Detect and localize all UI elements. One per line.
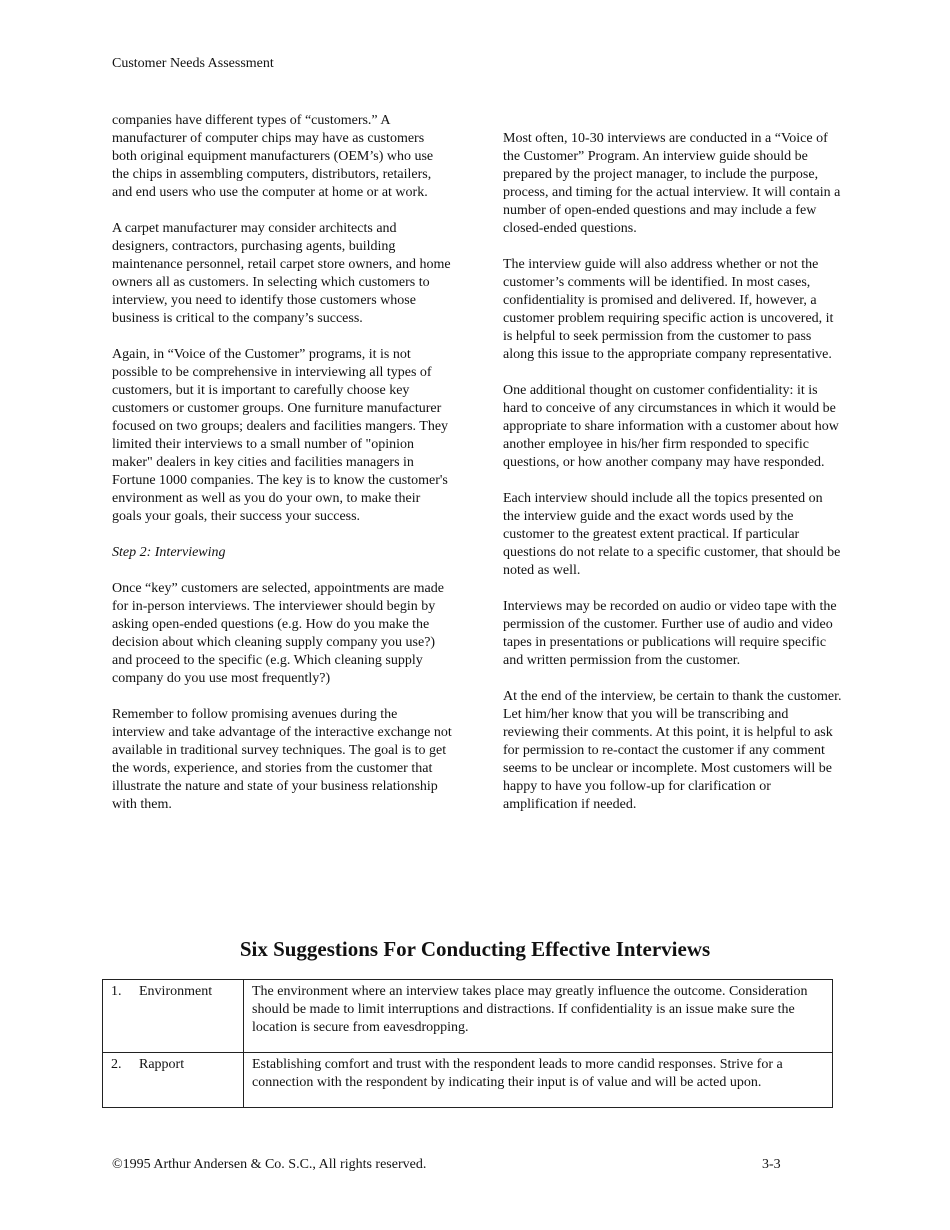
table-row	[103, 1053, 833, 1108]
row-label: Rapport	[139, 1057, 185, 1072]
running-header: Customer Needs Assessment	[112, 56, 274, 71]
paragraph: Again, in “Voice of the Customer” programs, it is not possible to be comprehensive in interviewing all types of customers, but it is important to carefully choose key customers or customer groups. One furniture manufacturer focused on two groups; dealers and facilities mangers. They limited their interviews to a small number of "opinion maker" dealers in key cities and facilities managers in Fortune 1000 companies. The key is to know the customer's environment as well as you do your own, to make their goals your goals, their success your success.	[112, 347, 449, 524]
paragraph: Once “key” customers are selected, appointments are made for in-person interviews. The interviewer should begin by asking open-ended questions (e.g. How do you make the decision about which cleaning supply company you use?) and proceed to the specific (e.g. Which cleaning supply company do you use most frequently?)	[112, 581, 444, 686]
suggestions-table	[102, 979, 833, 1108]
paragraph: companies have different types of “customers.” A manufacturer of computer chips may have as customers both original equipment manufacturers (OEM’s) who use the chips in assembling computers, distributors, retailers, and end users who use the computer at home or at work.	[112, 113, 434, 200]
row-label-cell	[103, 980, 244, 1053]
page-number: 3-3	[762, 1157, 781, 1172]
paragraph: Most often, 10-30 interviews are conducted in a “Voice of the Customer” Program. An interview guide should be prepared by the project manager, to include the purpose, process, and timing for the actual interview. It will contain a number of open-ended questions and may include a few closed-ended questions.	[503, 131, 841, 236]
paragraph: At the end of the interview, be certain to thank the customer. Let him/her know that you will be transcribing and reviewing their comments. At this point, it is helpful to ask for permission to re-contact the customer if any comment seems to be unclear or incomplete. Most customers will be happy to have you follow-up for clarification or amplification if needed.	[503, 689, 842, 812]
row-label: Environment	[139, 984, 213, 999]
paragraph: One additional thought on customer confidentiality: it is hard to conceive of any circumstances in which it would be appropriate to share information with a customer about how another employee in his/her firm responded to specific questions, or how another company may have responded.	[503, 383, 839, 470]
paragraph: The interview guide will also address whether or not the customer’s comments will be identified. In most cases, confidentiality is promised and delivered. If, however, a customer problem requiring specific action is uncovered, it is helpful to seek permission from the customer to pass along this issue to the appropriate company representative.	[503, 257, 834, 362]
right-column	[503, 130, 843, 832]
paragraph: Each interview should include all the topics presented on the interview guide and the exact words used by the customer to the greatest extent practical. If particular questions do not relate to a specific customer, that should be noted as well.	[503, 491, 841, 578]
copyright-notice: ©1995 Arthur Andersen & Co. S.C., All rights reserved.	[112, 1157, 427, 1172]
table-row	[103, 980, 833, 1053]
paragraph: Interviews may be recorded on audio or video tape with the permission of the customer. Further use of audio and video tapes in presentations or publications will require specific and written permission from the customer.	[503, 599, 837, 668]
section-title: Six Suggestions For Conducting Effective Interviews	[239, 937, 711, 961]
paragraph: A carpet manufacturer may consider architects and designers, contractors, purchasing agents, building maintenance personnel, retail carpet store owners, and home owners all as customers. In selecting which customers to interview, you need to identify those customers whose business is critical to the company’s success.	[112, 221, 451, 326]
row-label-cell	[103, 1053, 244, 1108]
row-number: 1.	[111, 984, 122, 999]
row-number: 2.	[111, 1057, 122, 1072]
left-column	[112, 112, 452, 832]
step-heading: Step 2: Interviewing	[112, 545, 226, 560]
paragraph: Remember to follow promising avenues during the interview and take advantage of the interactive exchange not available in traditional survey techniques. The goal is to get the words, experience, and stories from the customer that illustrate the nature and state of your business relationship with them.	[112, 707, 452, 812]
row-description: Establishing comfort and trust with the respondent leads to more candid responses. Strive for a connection with the respondent by indicating their input is of value and will be acted upon.	[244, 1053, 833, 1108]
row-description: The environment where an interview takes place may greatly influence the outcome. Consideration should be made to limit interruptions and distractions. If confidentiality is an issue make sure the location is secure from eavesdropping.	[244, 980, 833, 1053]
